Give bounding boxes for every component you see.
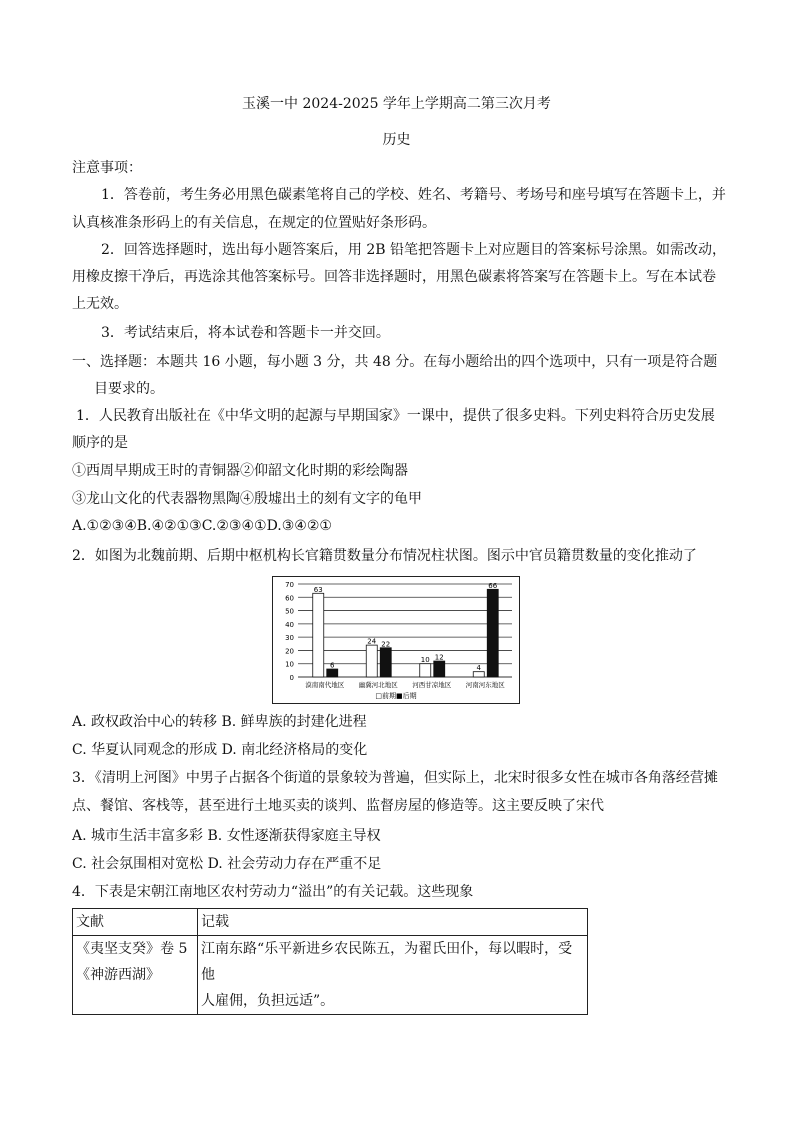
notice-heading: 注意事项： (72, 160, 142, 176)
q2-options-ab: A. 政权政治中心的转移 B. 鲜卑族的封建化进程 (72, 714, 367, 730)
y-tick-label: 70 (285, 581, 294, 589)
q1-material-a: ①西周早期成王时的青铜器②仰韶文化时期的彩绘陶器 (72, 463, 408, 479)
q3-options-ab: A. 城市生活丰富多彩 B. 女性逐渐获得家庭主导权 (72, 828, 381, 844)
q1-options: A.①②③④B.④②①③C.②③④①D.③④②① (72, 518, 332, 534)
chart-legend: □前期■后期 (375, 692, 417, 700)
bar-late (380, 648, 391, 677)
bar-value-label: 6 (330, 661, 335, 670)
q4-stem: 4．下表是宋朝江南地区农村劳动力“溢出”的有关记载。这些现象 (72, 884, 474, 900)
bar-value-label: 66 (488, 581, 498, 590)
notice-item-2-cont: 用橡皮擦干净后，再选涂其他答案标号。回答非选择题时，用黑色碳素将答案写在答题卡上。写在本试卷 (72, 269, 716, 285)
notice-item-2-end: 上无效。 (72, 296, 128, 312)
bar-value-label: 22 (381, 640, 391, 649)
row-record-line2: 人雇佣，负担远适”。 (201, 993, 335, 1009)
bar-early (313, 593, 324, 677)
section-heading-cont: 目要求的。 (94, 381, 164, 397)
bar-late (434, 661, 445, 677)
y-tick-label: 10 (285, 660, 294, 669)
y-tick-label: 0 (289, 674, 294, 682)
table-row (73, 936, 588, 1015)
bar-value-label: 4 (476, 664, 481, 673)
row-source (73, 936, 198, 1015)
row-source-line1: 《夷坚支癸》卷 5 (76, 941, 188, 957)
q3-stem-cont: 点、餐馆、客栈等，甚至进行土地买卖的谈判、监督房屋的修造等。这主要反映了宋代 (72, 798, 604, 814)
q4-table (72, 908, 588, 1015)
header-source: 文献 (73, 909, 198, 936)
row-record (198, 936, 588, 1015)
category-label: 河南河东地区 (465, 681, 505, 689)
y-tick-label: 30 (285, 634, 294, 643)
notice-item-1-cont: 认真核准条形码上的有关信息，在规定的位置贴好条形码。 (72, 215, 436, 231)
category-label: 河西甘凉地区 (412, 681, 452, 689)
q3-stem: 3．《清明上河图》中男子占据各个街道的景象较为普遍，但实际上，北宋时很多女性在城市各角落经营摊 (72, 770, 718, 786)
q3-options-cd: C. 社会氛围相对宽松 D. 社会劳动力存在严重不足 (72, 856, 382, 872)
row-record-line1: 江南东路“乐平新进乡农民陈五，为翟氏田仆，每以暇时，受他 (201, 941, 573, 983)
q1-stem: 1．人民教育出版社在《中华文明的起源与早期国家》一课中，提供了很多史料。下列史料符合历史发展 (76, 408, 715, 424)
notice-item-1: 1．答卷前，考生务必用黑色碳素笔将自己的学校、姓名、考籍号、考场号和座号填写在答题卡上，并 (101, 187, 726, 203)
category-label: 漠南南代地区 (305, 681, 345, 689)
bar-value-label: 10 (420, 656, 430, 665)
bar-late (327, 669, 338, 677)
bar-early (420, 664, 431, 677)
bar-late (487, 589, 498, 677)
q1-material-b: ③龙山文化的代表器物黑陶④殷墟出土的刻有文字的龟甲 (72, 491, 422, 507)
bar-early (473, 672, 484, 677)
q2-stem: 2．如图为北魏前期、后期中枢机构长官籍贯数量分布情况柱状图。图示中官员籍贯数量的变化推动了 (72, 548, 697, 564)
bar-value-label: 24 (367, 637, 377, 646)
y-tick-label: 60 (285, 594, 294, 603)
notice-item-3: 3．考试结束后，将本试卷和答题卡一并交回。 (101, 325, 390, 341)
bar-value-label: 63 (313, 585, 323, 594)
bar-value-label: 12 (434, 653, 444, 662)
notice-item-2: 2．回答选择题时，选出每小题答案后，用 2B 铅笔把答题卡上对应题目的答案标号涂黑。如需改动， (101, 242, 727, 258)
category-label: 幽冀河北地区 (358, 681, 398, 689)
bar-early (366, 645, 377, 677)
row-source-line2: 《神游西湖》 (76, 967, 160, 983)
y-tick-label: 20 (285, 647, 294, 656)
subject-title: 历史 (382, 132, 411, 148)
q2-options-cd: C. 华夏认同观念的形成 D. 南北经济格局的变化 (72, 742, 368, 758)
header-record: 记载 (198, 909, 588, 936)
q1-stem-cont: 顺序的是 (72, 435, 128, 451)
y-tick-label: 50 (285, 607, 294, 616)
q2-bar-chart (272, 576, 520, 704)
section-heading: 一、选择题：本题共 16 小题，每小题 3 分，共 48 分。在每小题给出的四个选项中，只有一项是符合题 (72, 354, 718, 370)
y-tick-label: 40 (285, 620, 294, 629)
exam-title: 玉溪一中 2024-2025 学年上学期高二第三次月考 (242, 96, 551, 112)
table-header-row (73, 909, 588, 936)
